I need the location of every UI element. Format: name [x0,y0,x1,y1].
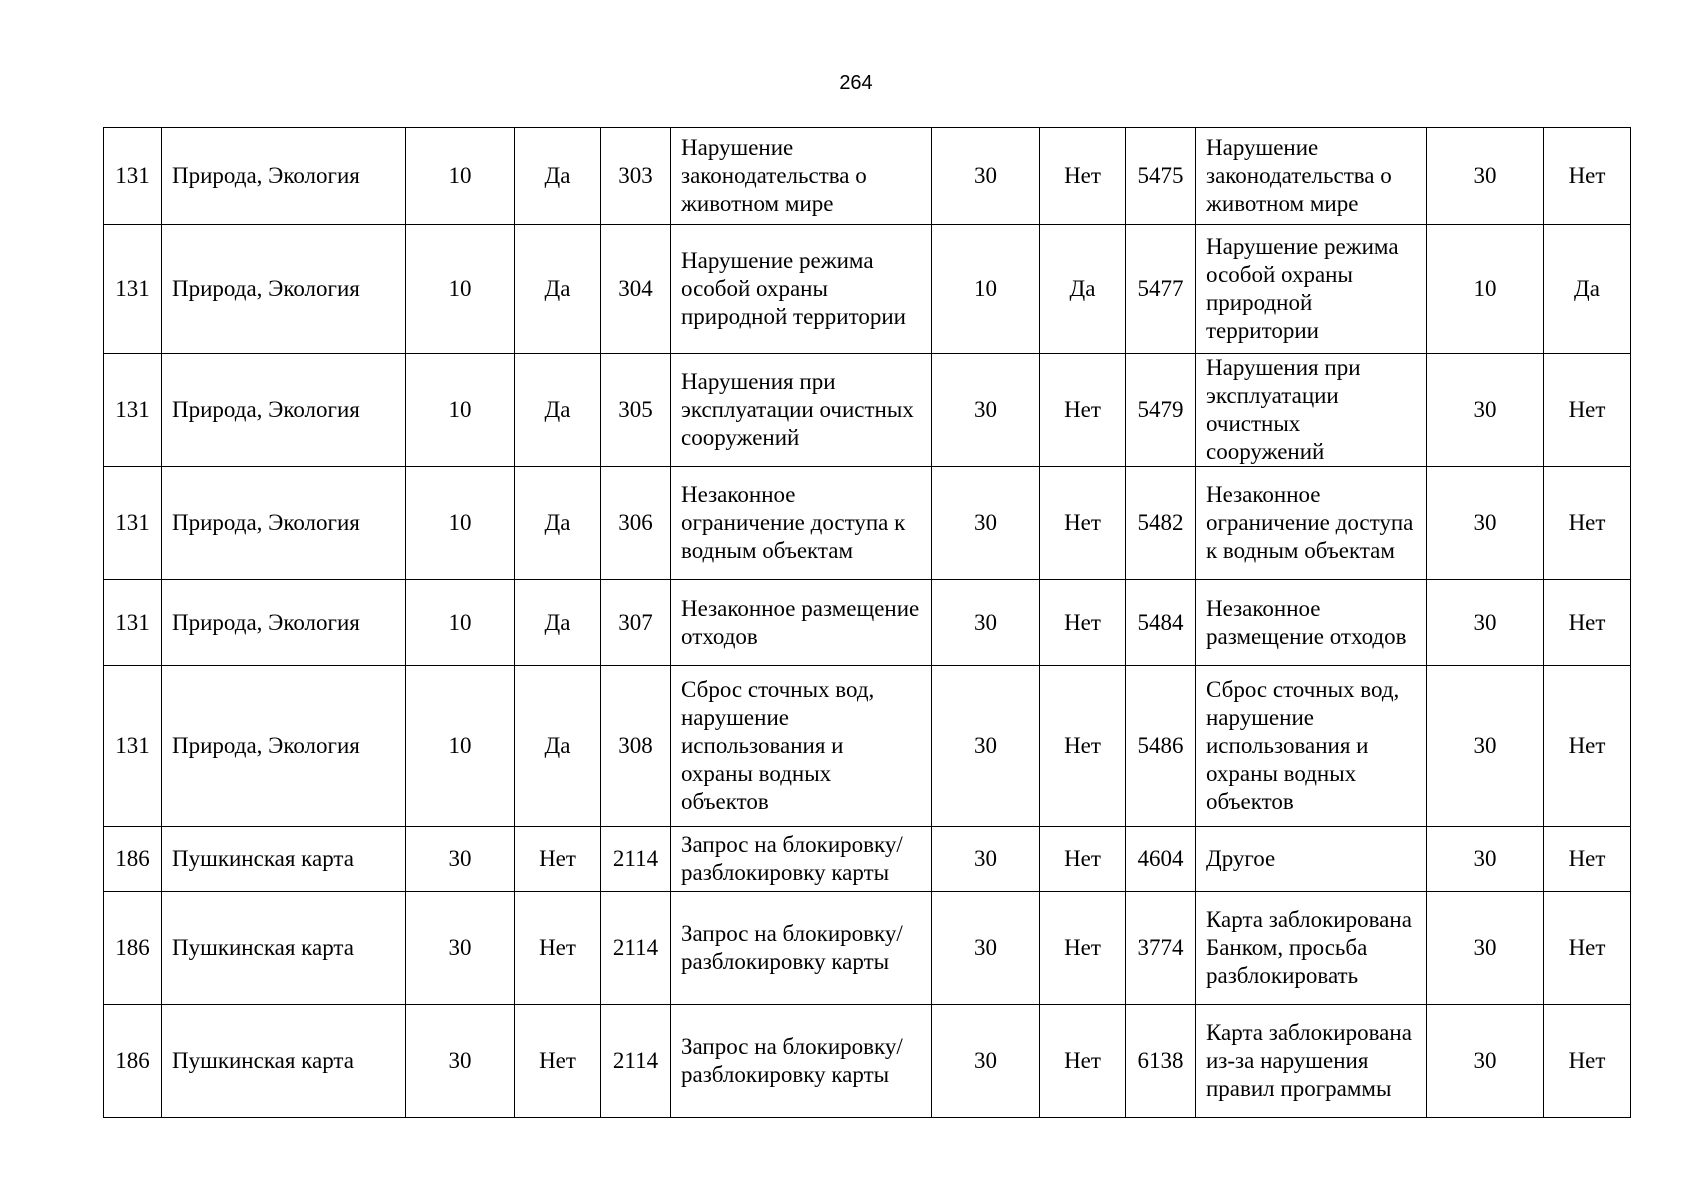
fact-code-cell: 5477 [1126,225,1196,354]
fact-name-cell: Нарушения при эксплуатации очистных сооружений [1196,354,1427,467]
category-name-cell: Пушкинская карта [162,827,406,892]
table-row [104,827,1631,892]
subcategory-code-cell: 304 [601,225,671,354]
category-name-cell: Пушкинская карта [162,892,406,1005]
fact-days-cell: 10 [1427,225,1544,354]
table-row [104,467,1631,580]
category-days-cell: 10 [406,354,515,467]
subcategory-days-cell: 30 [932,1005,1040,1118]
category-flag-cell: Нет [515,892,601,1005]
fact-days-cell: 30 [1427,467,1544,580]
subcategory-name-cell: Запрос на блокировку/ разблокировку карты [671,827,932,892]
fact-name-cell: Карта заблокирована из-за нарушения правил программы [1196,1005,1427,1118]
subcategory-name-cell: Запрос на блокировку/ разблокировку карты [671,892,932,1005]
subcategory-name-cell: Незаконное размещение отходов [671,580,932,666]
category-code-cell: 131 [104,467,162,580]
subcategory-flag-cell: Нет [1040,580,1126,666]
subcategory-name-cell: Нарушение режима особой охраны природной территории [671,225,932,354]
category-flag-cell: Да [515,580,601,666]
category-flag-cell: Да [515,354,601,467]
subcategory-flag-cell: Нет [1040,467,1126,580]
subcategory-name-cell: Сброс сточных вод, нарушение использования и охраны водных объектов [671,666,932,827]
fact-code-cell: 5475 [1126,128,1196,225]
subcategory-days-cell: 10 [932,225,1040,354]
fact-days-cell: 30 [1427,580,1544,666]
fact-flag-cell: Нет [1544,892,1631,1005]
fact-code-cell: 5479 [1126,354,1196,467]
fact-flag-cell: Нет [1544,666,1631,827]
category-days-cell: 10 [406,128,515,225]
table-row [104,580,1631,666]
subcategory-name-cell: Нарушения при эксплуатации очистных сооружений [671,354,932,467]
category-name-cell: Природа, Экология [162,467,406,580]
category-days-cell: 30 [406,827,515,892]
category-name-cell: Природа, Экология [162,354,406,467]
category-flag-cell: Нет [515,827,601,892]
category-name-cell: Природа, Экология [162,580,406,666]
table-body [104,128,1631,1118]
category-name-cell: Природа, Экология [162,666,406,827]
category-code-cell: 131 [104,580,162,666]
fact-days-cell: 30 [1427,354,1544,467]
fact-days-cell: 30 [1427,666,1544,827]
fact-flag-cell: Нет [1544,827,1631,892]
subcategory-days-cell: 30 [932,892,1040,1005]
subcategory-code-cell: 2114 [601,1005,671,1118]
table-row [104,128,1631,225]
category-code-cell: 131 [104,666,162,827]
category-name-cell: Природа, Экология [162,225,406,354]
category-days-cell: 30 [406,1005,515,1118]
fact-code-cell: 5482 [1126,467,1196,580]
category-days-cell: 10 [406,580,515,666]
table-row [104,225,1631,354]
fact-name-cell: Незаконное ограничение доступа к водным объектам [1196,467,1427,580]
category-flag-cell: Нет [515,1005,601,1118]
subcategory-flag-cell: Нет [1040,827,1126,892]
category-code-cell: 131 [104,128,162,225]
subcategory-code-cell: 303 [601,128,671,225]
subcategory-flag-cell: Нет [1040,892,1126,1005]
subcategory-days-cell: 30 [932,580,1040,666]
fact-code-cell: 4604 [1126,827,1196,892]
fact-days-cell: 30 [1427,1005,1544,1118]
fact-days-cell: 30 [1427,827,1544,892]
subcategory-flag-cell: Нет [1040,666,1126,827]
subcategory-code-cell: 305 [601,354,671,467]
table-row [104,892,1631,1005]
subcategory-days-cell: 30 [932,666,1040,827]
fact-flag-cell: Нет [1544,128,1631,225]
fact-flag-cell: Нет [1544,580,1631,666]
fact-name-cell: Нарушение режима особой охраны природной территории [1196,225,1427,354]
subcategory-name-cell: Нарушение законодательства о животном мире [671,128,932,225]
fact-flag-cell: Нет [1544,1005,1631,1118]
subcategory-days-cell: 30 [932,354,1040,467]
category-flag-cell: Да [515,128,601,225]
category-code-cell: 186 [104,892,162,1005]
subcategory-code-cell: 2114 [601,827,671,892]
category-name-cell: Пушкинская карта [162,1005,406,1118]
subcategory-code-cell: 306 [601,467,671,580]
subcategory-code-cell: 308 [601,666,671,827]
category-days-cell: 30 [406,892,515,1005]
fact-name-cell: Другое [1196,827,1427,892]
subcategory-flag-cell: Нет [1040,1005,1126,1118]
subcategory-days-cell: 30 [932,467,1040,580]
table-row [104,666,1631,827]
fact-days-cell: 30 [1427,128,1544,225]
fact-code-cell: 3774 [1126,892,1196,1005]
fact-flag-cell: Нет [1544,467,1631,580]
subcategory-flag-cell: Нет [1040,354,1126,467]
subcategory-code-cell: 307 [601,580,671,666]
fact-days-cell: 30 [1427,892,1544,1005]
category-flag-cell: Да [515,666,601,827]
fact-name-cell: Нарушение законодательства о животном мире [1196,128,1427,225]
page-number: 264 [839,72,873,94]
category-code-cell: 131 [104,354,162,467]
subcategory-days-cell: 30 [932,827,1040,892]
fact-name-cell: Незаконное размещение отходов [1196,580,1427,666]
subcategory-flag-cell: Да [1040,225,1126,354]
fact-flag-cell: Нет [1544,354,1631,467]
table-row [104,354,1631,467]
classification-table [103,127,1631,1118]
subcategory-name-cell: Незаконное ограничение доступа к водным объектам [671,467,932,580]
fact-name-cell: Карта заблокирована Банком, просьба разблокировать [1196,892,1427,1005]
subcategory-flag-cell: Нет [1040,128,1126,225]
category-name-cell: Природа, Экология [162,128,406,225]
category-flag-cell: Да [515,225,601,354]
subcategory-days-cell: 30 [932,128,1040,225]
fact-code-cell: 6138 [1126,1005,1196,1118]
category-code-cell: 186 [104,827,162,892]
category-code-cell: 186 [104,1005,162,1118]
category-days-cell: 10 [406,666,515,827]
subcategory-code-cell: 2114 [601,892,671,1005]
fact-name-cell: Сброс сточных вод, нарушение использования и охраны водных объектов [1196,666,1427,827]
fact-code-cell: 5484 [1126,580,1196,666]
category-code-cell: 131 [104,225,162,354]
category-days-cell: 10 [406,467,515,580]
fact-code-cell: 5486 [1126,666,1196,827]
subcategory-name-cell: Запрос на блокировку/ разблокировку карты [671,1005,932,1118]
table-row [104,1005,1631,1118]
category-days-cell: 10 [406,225,515,354]
category-flag-cell: Да [515,467,601,580]
fact-flag-cell: Да [1544,225,1631,354]
